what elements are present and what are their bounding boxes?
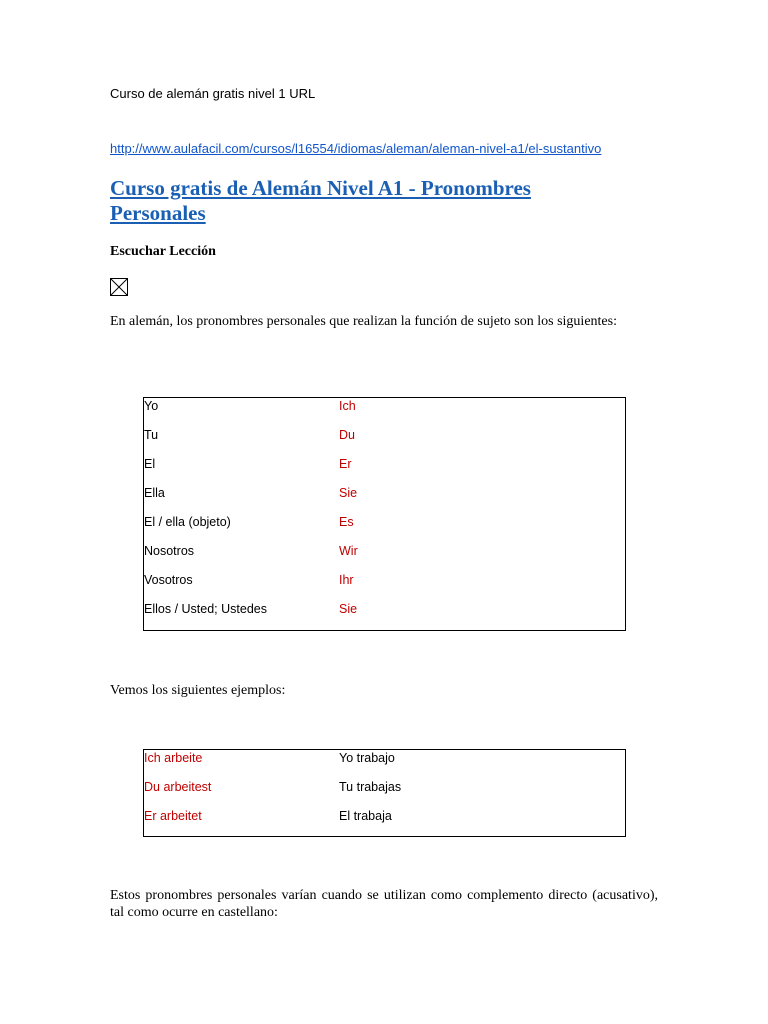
german-pronoun: Es <box>339 515 354 529</box>
german-example: Du arbeitest <box>144 780 212 794</box>
spanish-pronoun: El <box>144 457 156 471</box>
german-example: Er arbeitet <box>144 809 202 823</box>
examples-intro-paragraph: Vemos los siguientes ejemplos: <box>110 683 286 698</box>
spanish-pronoun: Yo <box>144 399 159 413</box>
spanish-pronoun: Ellos / Usted; Ustedes <box>144 602 267 616</box>
table-row <box>144 485 625 514</box>
table-row <box>144 456 625 485</box>
table-row <box>144 779 625 808</box>
broken-image-icon <box>110 278 128 296</box>
table-row <box>144 514 625 543</box>
spanish-translation: Yo trabajo <box>339 751 395 765</box>
german-pronoun: Wir <box>339 544 358 558</box>
spanish-pronoun: Tu <box>144 428 159 442</box>
listen-lesson-heading: Escuchar Lección <box>110 244 216 259</box>
intro-paragraph: En alemán, los pronombres personales que realizan la función de sujeto son los siguientes: <box>110 314 617 329</box>
spanish-translation: Tu trabajas <box>339 780 402 794</box>
german-pronoun: Sie <box>339 602 358 616</box>
german-example: Ich arbeite <box>144 751 203 765</box>
table-row <box>144 398 625 427</box>
spanish-pronoun: Nosotros <box>144 544 195 558</box>
table-row <box>144 601 625 630</box>
german-pronoun: Ich <box>339 399 356 413</box>
spanish-translation: El trabaja <box>339 809 392 823</box>
table-row <box>144 808 625 837</box>
accusative-paragraph: Estos pronombres personales varían cuando se utilizan como complemento directo (acusativo), tal como ocurre en castellano: <box>110 888 658 920</box>
examples-table <box>143 749 626 837</box>
pronouns-table <box>143 397 626 631</box>
table-row <box>144 543 625 572</box>
lesson-url-link[interactable]: http://www.aulafacil.com/cursos/l16554/idiomas/aleman/aleman-nivel-a1/el-sustantivo <box>110 141 602 156</box>
spanish-pronoun: El / ella (objeto) <box>144 515 231 529</box>
german-pronoun: Ihr <box>339 573 354 587</box>
spanish-pronoun: Vosotros <box>144 573 193 587</box>
page-title-link[interactable]: Curso gratis de Alemán Nivel A1 - Pronombres Personales <box>110 176 531 225</box>
table-row <box>144 750 625 779</box>
intro-line: Curso de alemán gratis nivel 1 URL <box>110 86 316 101</box>
german-pronoun: Sie <box>339 486 358 500</box>
table-row <box>144 572 625 601</box>
german-pronoun: Du <box>339 428 355 442</box>
german-pronoun: Er <box>339 457 352 471</box>
spanish-pronoun: Ella <box>144 486 165 500</box>
table-row <box>144 427 625 456</box>
